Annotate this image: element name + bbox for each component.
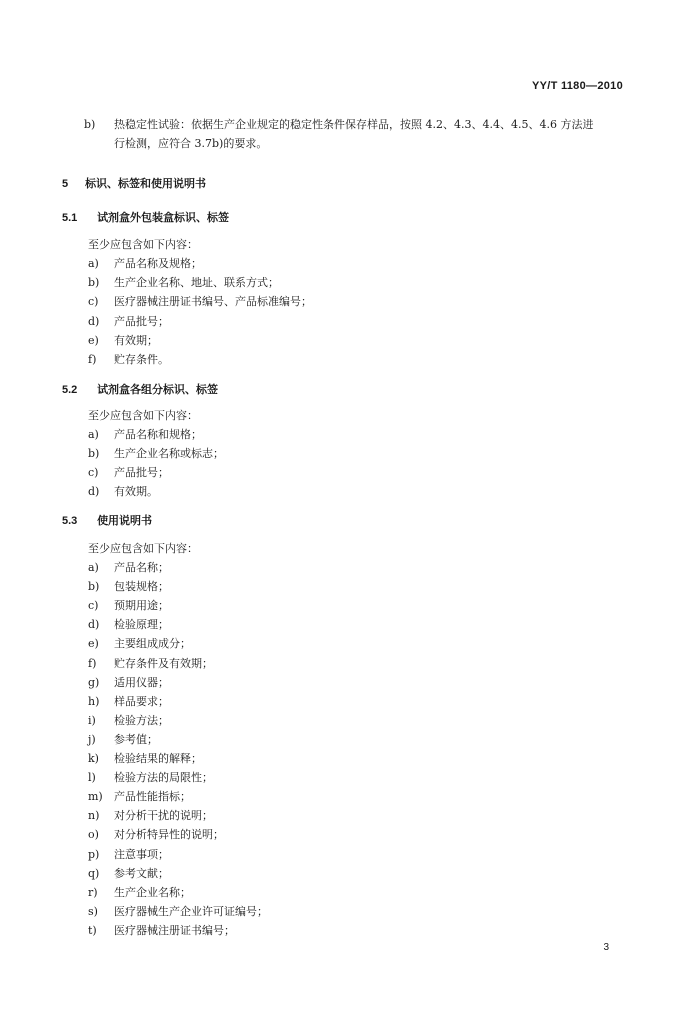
- item-marker: d): [88, 618, 100, 632]
- section-number: 5.1: [62, 212, 78, 224]
- list-item: [88, 695, 169, 709]
- item-marker: d): [88, 485, 100, 498]
- section-number: 5: [62, 178, 69, 190]
- section-title: 标识、标签和使用说明书: [85, 178, 207, 190]
- item-text: 主要组成成分；: [114, 637, 191, 651]
- item-marker: h): [88, 694, 100, 708]
- list-item: [88, 257, 202, 271]
- list-item: [88, 295, 312, 309]
- item-marker: c): [88, 295, 99, 309]
- list-item: [88, 733, 158, 747]
- item-text: 热稳定性试验：依据生产企业规定的稳定性条件保存样品，按照 4.2、4.3、4.4、4.5、4.6 方法进: [114, 118, 594, 131]
- item-text: 适用仪器；: [114, 675, 169, 689]
- item-marker: f): [88, 656, 97, 670]
- list-item: [88, 618, 169, 632]
- list-item: [88, 657, 213, 671]
- section-heading-5-2: [62, 383, 218, 397]
- list-item: [84, 118, 593, 132]
- list-item: [88, 905, 268, 919]
- item-marker: b): [88, 447, 100, 460]
- item-marker: n): [88, 809, 100, 823]
- section-intro: 至少应包含如下内容：: [88, 238, 198, 251]
- item-marker: k): [88, 752, 99, 765]
- item-text: 产品性能指标；: [114, 790, 191, 804]
- section-title: 试剂盒各组分标识、标签: [97, 384, 219, 396]
- item-text: 对分析干扰的说明；: [114, 809, 213, 823]
- item-marker: t): [88, 923, 97, 937]
- list-item: [88, 485, 158, 499]
- item-marker: a): [88, 428, 99, 441]
- list-item: [88, 580, 169, 594]
- standard-code: YY/T 1180—2010: [531, 80, 623, 92]
- item-text: 有效期；: [114, 333, 158, 347]
- item-marker: f): [88, 353, 97, 366]
- item-text: 医疗器械生产企业许可证编号；: [114, 904, 268, 918]
- list-item: [88, 676, 169, 690]
- item-text-continued: 行检测，应符合 3.7b)的要求。: [114, 137, 268, 150]
- section-intro: 至少应包含如下内容：: [88, 542, 198, 555]
- list-item: [88, 848, 169, 862]
- section-title: 试剂盒外包装盒标识、标签: [97, 212, 230, 224]
- list-item: [88, 924, 235, 938]
- item-marker: r): [88, 885, 98, 899]
- item-marker: c): [88, 466, 99, 479]
- item-marker: e): [88, 333, 99, 347]
- item-text: 检验方法的局限性；: [114, 771, 213, 785]
- item-text: 检验方法；: [114, 713, 169, 727]
- list-item: [88, 561, 169, 575]
- list-item: [88, 637, 191, 651]
- item-marker: o): [88, 828, 99, 842]
- item-marker: m): [88, 790, 103, 804]
- item-text: 医疗器械注册证书编号；: [114, 923, 235, 937]
- item-text: 产品批号；: [114, 466, 169, 479]
- item-text: 生产企业名称、地址、联系方式；: [114, 276, 279, 290]
- item-text: 产品名称；: [114, 561, 169, 574]
- section-heading-5-1: [62, 211, 229, 225]
- item-marker: e): [88, 637, 99, 651]
- item-marker: b): [88, 580, 100, 594]
- list-item: [88, 353, 169, 367]
- list-item: [88, 771, 213, 785]
- page-number: 3: [603, 942, 609, 953]
- item-text: 生产企业名称或标志；: [114, 447, 224, 460]
- item-text: 注意事项；: [114, 847, 169, 861]
- list-item: [88, 428, 202, 442]
- list-item: [88, 315, 169, 329]
- list-item: [88, 334, 158, 348]
- section-number: 5.3: [62, 515, 78, 527]
- list-item: [88, 466, 169, 480]
- list-item: [88, 714, 169, 728]
- item-text: 预期用途；: [114, 599, 169, 613]
- item-text: 对分析特异性的说明；: [114, 828, 224, 842]
- item-text: 检验结果的解释；: [114, 752, 202, 765]
- item-marker: g): [88, 675, 100, 689]
- list-item: [88, 599, 169, 613]
- item-text: 样品要求；: [114, 694, 169, 708]
- item-marker: i): [88, 713, 96, 727]
- item-text: 产品名称及规格；: [114, 257, 202, 270]
- list-item: [88, 752, 202, 766]
- list-item: [88, 276, 279, 290]
- section-number: 5.2: [62, 384, 78, 396]
- list-item: [88, 790, 191, 804]
- list-item: [88, 447, 224, 461]
- item-text: 贮存条件及有效期；: [114, 656, 213, 670]
- item-text: 产品批号；: [114, 314, 169, 328]
- item-marker: q): [88, 866, 100, 880]
- item-marker: b): [84, 118, 96, 131]
- item-text: 医疗器械注册证书编号、产品标准编号；: [114, 295, 312, 309]
- list-item: [88, 828, 224, 842]
- item-text: 参考文献；: [114, 866, 169, 880]
- item-text: 检验原理；: [114, 618, 169, 632]
- item-marker: j): [88, 732, 96, 746]
- item-marker: l): [88, 771, 96, 785]
- item-marker: c): [88, 599, 99, 613]
- section-intro: 至少应包含如下内容：: [88, 409, 198, 422]
- list-item: [88, 867, 169, 881]
- item-text: 贮存条件。: [114, 353, 169, 366]
- item-text: 参考值；: [114, 732, 158, 746]
- list-item: [88, 809, 213, 823]
- item-marker: a): [88, 257, 99, 270]
- item-marker: a): [88, 561, 99, 574]
- list-item: [88, 886, 191, 900]
- item-marker: s): [88, 904, 98, 918]
- section-heading-5: [62, 177, 206, 191]
- section-heading-5-3: [62, 514, 152, 528]
- item-marker: b): [88, 276, 100, 290]
- section-title: 使用说明书: [97, 515, 153, 527]
- item-marker: p): [88, 847, 100, 861]
- item-text: 包装规格；: [114, 580, 169, 594]
- item-text: 产品名称和规格；: [114, 428, 202, 441]
- item-marker: d): [88, 314, 100, 328]
- item-text: 有效期。: [114, 485, 158, 498]
- item-text: 生产企业名称；: [114, 885, 191, 899]
